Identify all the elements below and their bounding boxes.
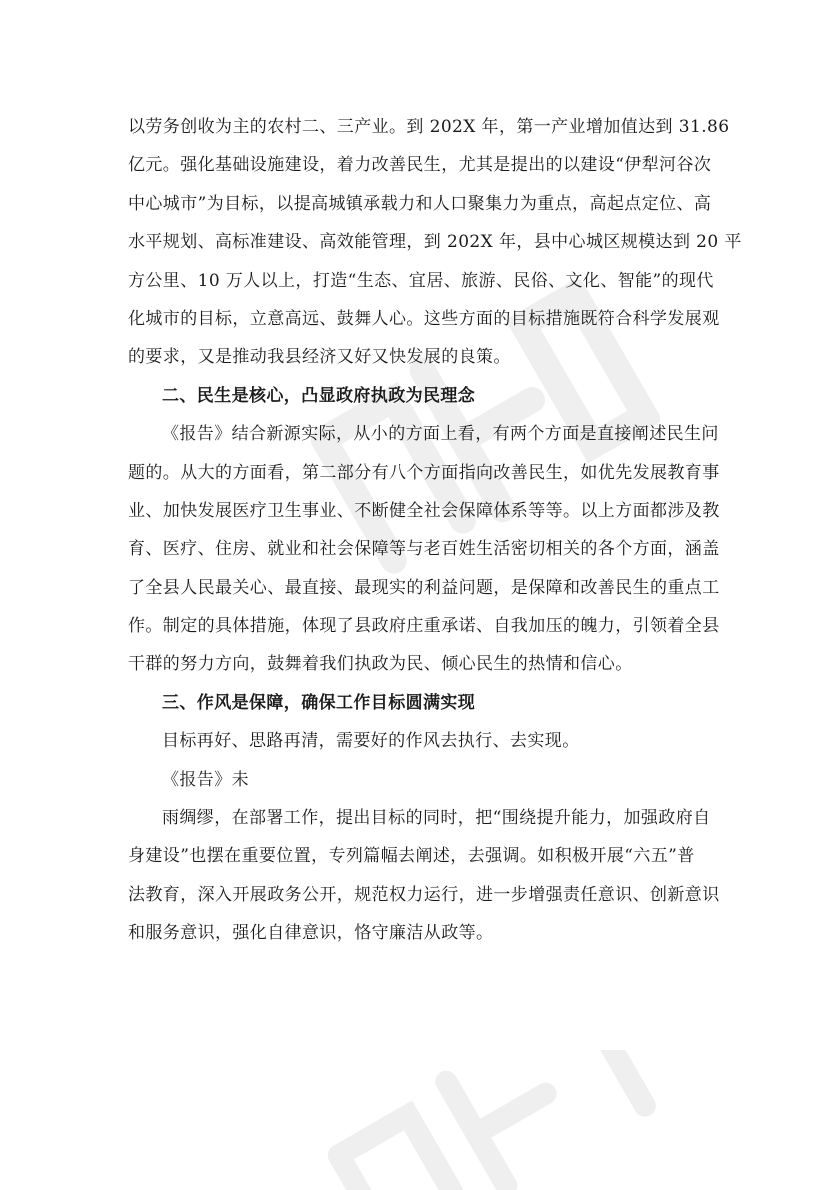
paragraph-line: 了全县人民最关心、最直接、最现实的利益问题，是保障和改善民生的重点工 [128,577,720,598]
paragraph-line: 方公里、10 万人以上，打造“生态、宜居、旅游、民俗、文化、智能”的现代 [128,270,714,291]
paragraph-line: 水平规划、高标准建设、高效能管理，到 202X 年，县中心城区规模达到 20 平 [128,232,742,253]
paragraph-line: 《报告》结合新源实际，从小的方面上看，有两个方面是直接阐述民生问 [162,424,719,445]
paragraph-line: 《报告》未 [162,769,249,790]
paragraph-line: 业、加快发展医疗卫生事业、不断健全社会保障体系等等。以上方面都涉及教 [128,500,720,521]
paragraph-line: 育、医疗、住房、就业和社会保障等与老百姓生活密切相关的各个方面，涵盖 [128,539,720,560]
paragraph-line: 雨绸缪，在部署工作，提出目标的同时，把“围绕提升能力，加强政府自 [162,808,711,829]
paragraph-line: 作。制定的具体措施，体现了县政府庄重承诺、自我加压的魄力，引领着全县 [128,616,720,637]
paragraph-line: 身建设”也摆在重要位置，专列篇幅去阐述，去强调。如积极开展“六五”普 [128,846,695,867]
paragraph-line: 目标再好、思路再清，需要好的作风去执行、去实现。 [162,731,580,752]
paragraph-line: 的要求，又是推动我县经济又好又快发展的良策。 [128,347,511,368]
paragraph-line: 亿元。强化基础设施建设，着力改善民生，尤其是提出的以建设“伊犁河谷次 [128,155,712,176]
paragraph-line: 和服务意识，强化自律意识，恪守廉洁从政等。 [128,923,494,944]
document-body [128,108,742,953]
paragraph-line: 中心城市”为目标，以提高城镇承载力和人口聚集力为重点，高起点定位、高 [128,193,712,214]
section-heading-2: 二、民生是核心，凸显政府执政为民理念 [162,385,476,406]
section-heading-3: 三、作风是保障，确保工作目标圆满实现 [162,692,476,713]
paragraph-line: 法教育，深入开展政务公开，规范权力运行，进一步增强责任意识、创新意识 [128,884,720,905]
paragraph-line: 化城市的目标，立意高远、鼓舞人心。这些方面的目标措施既符合科学发展观 [128,308,720,329]
watermark-graphic-bottom [300,1050,660,1190]
paragraph-line: 以劳务创收为主的农村二、三产业。到 202X 年，第一产业增加值达到 31.86 [128,117,730,137]
paragraph-line: 题的。从大的方面看，第二部分有八个方面指向改善民生，如优先发展教育事 [128,462,720,483]
paragraph-line: 干群的努力方向，鼓舞着我们执政为民、倾心民生的热情和信心。 [128,654,633,675]
